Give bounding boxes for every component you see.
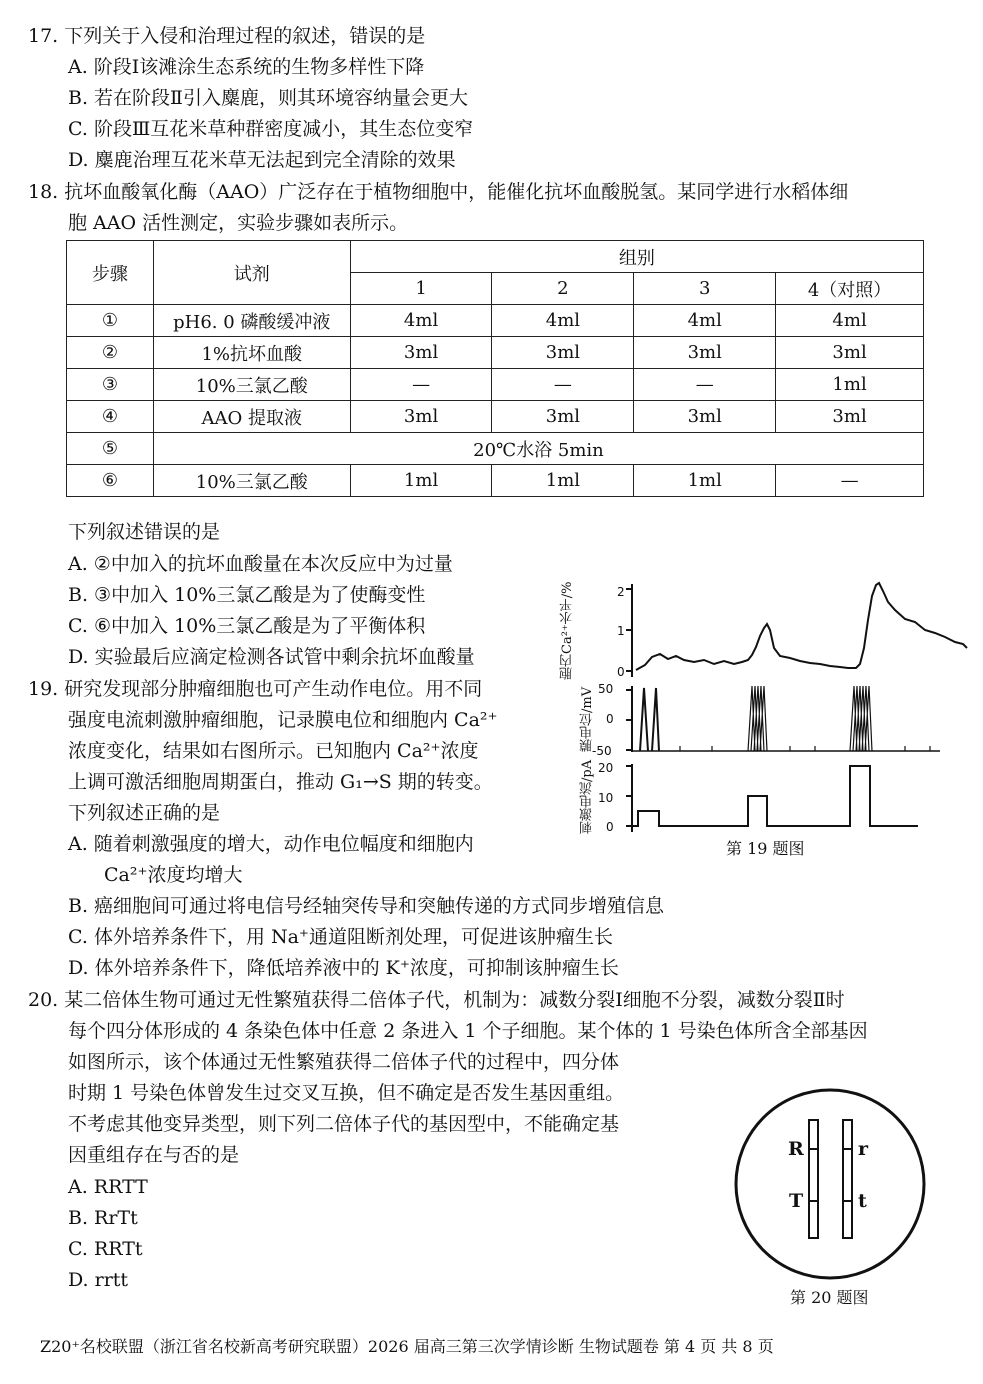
value-cell: 3ml (634, 401, 776, 433)
gene-t-label: t (858, 1190, 867, 1212)
q18-stem-line2: 胞 AAO 活性测定，实验步骤如表所示。 (68, 212, 409, 234)
reagent-cell: 10%三氯乙酸 (153, 465, 350, 497)
value-cell: 3ml (350, 337, 492, 369)
table-row (67, 433, 924, 465)
header-step: 步骤 (67, 241, 154, 305)
q18-option-c: C. ⑥中加入 10%三氯乙酸是为了平衡体积 (68, 615, 426, 637)
value-cell: — (634, 369, 776, 401)
value-cell: 3ml (776, 401, 924, 433)
chromosome-diagram (718, 1086, 948, 1286)
q20-option-a: A. RRTT (68, 1176, 148, 1198)
q18-option-d: D. 实验最后应滴定检测各试管中剩余抗坏血酸量 (68, 646, 475, 668)
pa-axis-label: 刺激电流/pA (580, 759, 595, 834)
q19-graph (620, 578, 970, 838)
mv-axis-label: 膜电位/mV (580, 686, 595, 752)
q17-option-b: B. 若在阶段Ⅱ引入麋鹿，则其环境容纳量会更大 (68, 87, 468, 109)
value-cell: — (492, 369, 634, 401)
q18-option-a: A. ②中加入的抗坏血酸量在本次反应中为过量 (68, 553, 453, 575)
reagent-cell: 10%三氯乙酸 (153, 369, 350, 401)
q20-stem-line5: 不考虑其他变异类型，则下列二倍体子代的基因型中，不能确定基 (68, 1113, 620, 1135)
q20-stem-line4: 时期 1 号染色体曾发生过交叉互换，但不确定是否发生基因重组。 (68, 1082, 625, 1104)
pa-tick: 20 (598, 761, 614, 775)
q19-option-b: B. 癌细胞间可通过将电信号经轴突传导和突触传递的方式同步增殖信息 (68, 895, 665, 917)
q20-figure-caption: 第 20 题图 (790, 1288, 869, 1307)
q18-ask: 下列叙述错误的是 (68, 521, 221, 543)
value-cell: 3ml (776, 337, 924, 369)
q20-option-b: B. RrTt (68, 1207, 138, 1229)
pa-tick: 10 (598, 791, 614, 805)
mv-tick: 50 (598, 682, 614, 696)
gene-r-label: r (858, 1138, 869, 1160)
table-row (67, 401, 924, 433)
value-cell: 3ml (350, 401, 492, 433)
value-cell: 1ml (634, 465, 776, 497)
q19-option-a-line1: A. 随着刺激强度的增大，动作电位幅度和细胞内 (68, 833, 474, 855)
gene-T-label: T (789, 1190, 804, 1212)
q17-option-a: A. 阶段Ⅰ该滩涂生态系统的生物多样性下降 (68, 56, 425, 78)
value-cell: 4ml (492, 305, 634, 337)
step-cell: ④ (67, 401, 154, 433)
q17-option-d: D. 麋鹿治理互花米草无法起到完全清除的效果 (68, 149, 456, 171)
ca-tick: 1 (617, 624, 625, 638)
q20-stem-line3: 如图所示，该个体通过无性繁殖获得二倍体子代的过程中，四分体 (68, 1051, 620, 1073)
value-cell: — (776, 465, 924, 497)
q17-stem: 17. 下列关于入侵和治理过程的叙述，错误的是 (28, 25, 426, 47)
mv-tick: 0 (606, 712, 614, 726)
table-row (67, 369, 924, 401)
q19-figure-caption: 第 19 题图 (726, 839, 805, 858)
ca-axis-label: 胞内Ca²⁺水平/% (560, 581, 575, 680)
header-reagent: 试剂 (153, 241, 350, 305)
value-cell: 1ml (776, 369, 924, 401)
q20-option-c: C. RRTt (68, 1238, 143, 1260)
q20-stem-line2: 每个四分体形成的 4 条染色体中任意 2 条进入 1 个子细胞。某个体的 1 号染色体所含全部基因 (68, 1020, 868, 1042)
value-cell: 3ml (634, 337, 776, 369)
table-row (67, 465, 924, 497)
step-cell: ② (67, 337, 154, 369)
value-cell: 1ml (350, 465, 492, 497)
reagent-cell: AAO 提取液 (153, 401, 350, 433)
q19-option-d: D. 体外培养条件下，降低培养液中的 K⁺浓度，可抑制该肿瘤生长 (68, 957, 619, 979)
water-bath-cell: 20℃水浴 5min (153, 433, 923, 465)
ca-tick: 0 (617, 665, 625, 679)
q18-option-b: B. ③中加入 10%三氯乙酸是为了使酶变性 (68, 584, 426, 606)
q19-option-c: C. 体外培养条件下，用 Na⁺通道阻断剂处理，可促进该肿瘤生长 (68, 926, 613, 948)
reagent-cell: pH6. 0 磷酸缓冲液 (153, 305, 350, 337)
q19-stem-line1: 19. 研究发现部分肿瘤细胞也可产生动作电位。用不同 (28, 678, 483, 700)
page-footer: Z20⁺名校联盟（浙江省名校新高考研究联盟）2026 届高三第三次学情诊断 生物试题卷 第 4 页 共 8 页 (40, 1337, 774, 1356)
table-row (67, 337, 924, 369)
q19-stem-line4: 上调可激活细胞周期蛋白，推动 G₁→S 期的转变。 (68, 771, 493, 793)
step-cell: ③ (67, 369, 154, 401)
q19-stem-line5: 下列叙述正确的是 (68, 802, 221, 824)
reagent-cell: 1%抗坏血酸 (153, 337, 350, 369)
group-header: 2 (492, 273, 634, 305)
value-cell: 3ml (492, 337, 634, 369)
value-cell: 3ml (492, 401, 634, 433)
value-cell: 4ml (634, 305, 776, 337)
table-row (67, 305, 924, 337)
group-header: 1 (350, 273, 492, 305)
group-header: 3 (634, 273, 776, 305)
step-cell: ⑤ (67, 433, 154, 465)
value-cell: 4ml (776, 305, 924, 337)
gene-R-label: R (788, 1138, 804, 1160)
step-cell: ⑥ (67, 465, 154, 497)
step-cell: ① (67, 305, 154, 337)
q19-option-a-line2: Ca²⁺浓度均增大 (104, 864, 243, 886)
q18-steps-table (66, 240, 924, 497)
header-group: 组别 (350, 241, 923, 273)
q20-stem-line6: 因重组存在与否的是 (68, 1144, 240, 1166)
q20-stem-line1: 20. 某二倍体生物可通过无性繁殖获得二倍体子代，机制为：减数分裂Ⅰ细胞不分裂，减数分裂Ⅱ时 (28, 989, 845, 1011)
group-header: 4（对照） (776, 273, 924, 305)
value-cell: 4ml (350, 305, 492, 337)
q19-stem-line2: 强度电流刺激肿瘤细胞，记录膜电位和细胞内 Ca²⁺ (68, 709, 498, 731)
value-cell: 1ml (492, 465, 634, 497)
ca-tick: 2 (617, 585, 625, 599)
pa-tick: 0 (606, 820, 614, 834)
mv-tick: -50 (592, 744, 612, 758)
q20-option-d: D. rrtt (68, 1269, 129, 1291)
value-cell: — (350, 369, 492, 401)
q17-option-c: C. 阶段Ⅲ互花米草种群密度减小，其生态位变窄 (68, 118, 474, 140)
q18-stem-line1: 18. 抗坏血酸氧化酶（AAO）广泛存在于植物细胞中，能催化抗坏血酸脱氢。某同学进行水稻体细 (28, 181, 849, 203)
q19-stem-line3: 浓度变化，结果如右图所示。已知胞内 Ca²⁺浓度 (68, 740, 479, 762)
